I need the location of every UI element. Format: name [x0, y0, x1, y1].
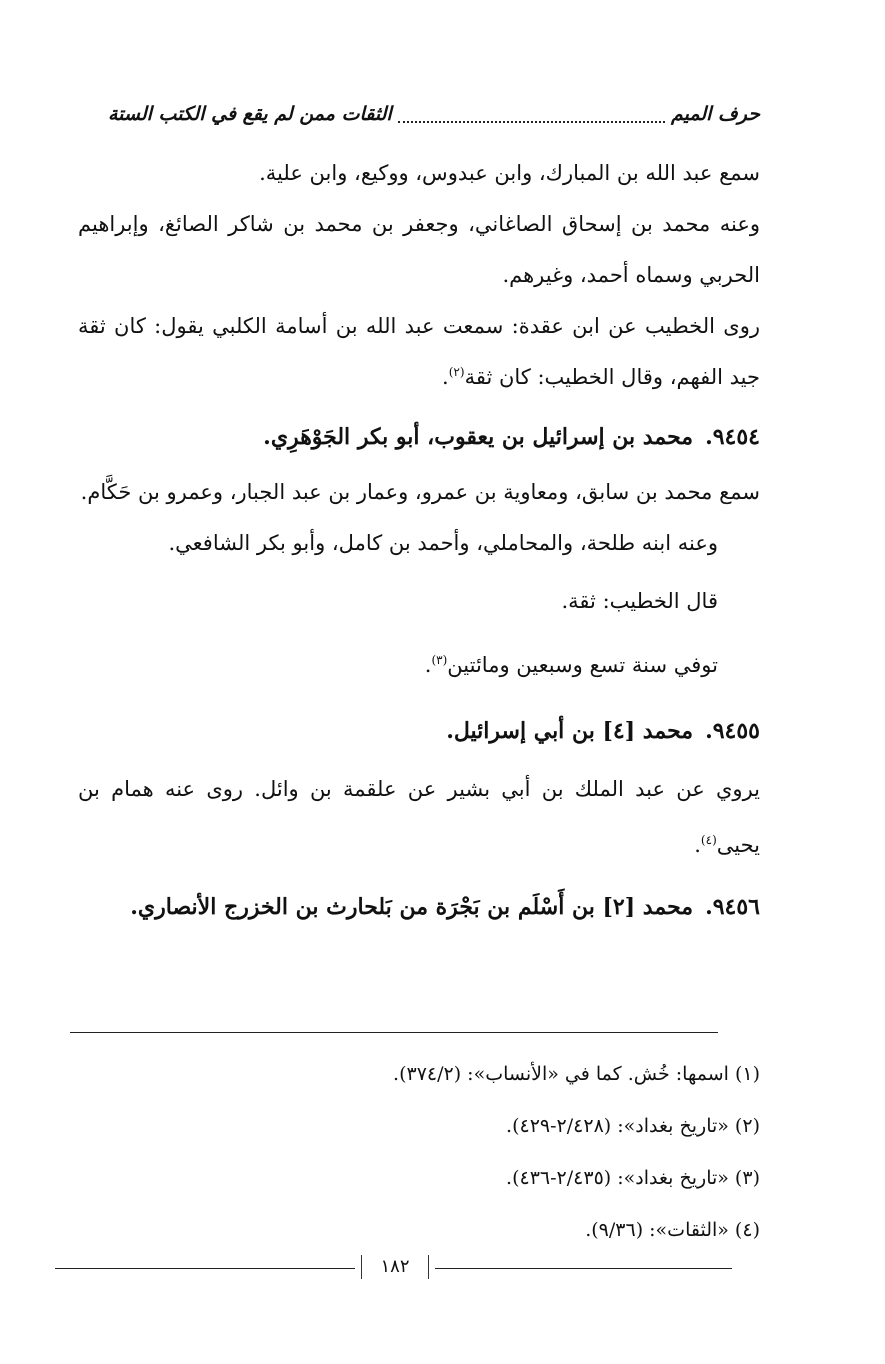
- footer-rule: [55, 1268, 355, 1269]
- footnote-ref: (٢): [448, 365, 465, 379]
- header-book-title: الثقات ممن لم يقع في الكتب الستة: [108, 103, 392, 125]
- paragraph-text: يروي عن عبد الملك بن أبي بشير عن علقمة بن وائل. روى عنه همام بن يحيى: [78, 777, 760, 857]
- page-body: [78, 148, 760, 937]
- entry-name: محمد بن إسرائيل بن يعقوب، أبو بكر الجَوْهَرِي.: [263, 424, 694, 450]
- paragraph-end: .: [694, 833, 701, 857]
- page-footer: [55, 1252, 732, 1282]
- paragraph: سمع محمد بن سابق، ومعاوية بن عمرو، وعمار بن عبد الجبار، وعمرو بن حَكَّام.: [80, 480, 760, 504]
- entry-name: محمد [٢] بن أَسْلَم بن بَجْرَة من بَلحارث بن الخزرج الأنصاري.: [130, 894, 694, 920]
- paragraph: [78, 301, 760, 403]
- paragraph: وعنه ابنه طلحة، والمحاملي، وأحمد بن كامل، وأبو بكر الشافعي.: [168, 531, 718, 555]
- paragraph-end: .: [442, 365, 449, 389]
- running-header: [108, 96, 760, 132]
- footnote-separator: [70, 1032, 718, 1033]
- footnote: (١) اسمها: خُش. كما في «الأنساب»: (٣٧٤/٢).: [393, 1063, 760, 1085]
- paragraph: سمع عبد الله بن المبارك، وابن عبدوس، ووكيع، وابن علية.: [259, 161, 760, 185]
- entry-heading-9454: [78, 407, 760, 467]
- entry-heading-9456: [78, 877, 760, 937]
- paragraph: [78, 633, 760, 697]
- entry-name: محمد [٤] بن أبي إسرائيل.: [446, 718, 694, 744]
- footer-rule: [435, 1268, 732, 1269]
- entry-heading-9455: [78, 701, 760, 761]
- entry-number: ٩٤٥٥.: [705, 718, 760, 744]
- footnote: (٢) «تاريخ بغداد»: (٢/٤٢٨-٤٢٩).: [506, 1115, 760, 1137]
- paragraph: قال الخطيب: ثقة.: [561, 589, 718, 613]
- entry-number: ٩٤٥٤.: [705, 424, 760, 450]
- footnote: (٣) «تاريخ بغداد»: (٢/٤٣٥-٤٣٦).: [506, 1167, 760, 1189]
- footnote-ref: (٣): [431, 653, 448, 667]
- paragraph: [78, 761, 760, 873]
- paragraph: وعنه محمد بن إسحاق الصاغاني، وجعفر بن محمد بن شاكر الصائغ، وإبراهيم الحربي وسماه أحمد، وغيرهم.: [78, 212, 760, 287]
- paragraph-text: روى الخطيب عن ابن عقدة: سمعت عبد الله بن أسامة الكلبي يقول: كان ثقة جيد الفهم، وقال الخطيب: كان ثقة: [78, 314, 760, 389]
- page-number: ١٨٢: [355, 1252, 435, 1282]
- entry-number: ٩٤٥٦.: [705, 894, 760, 920]
- paragraph-end: .: [424, 653, 432, 677]
- footnote: (٤) «الثقات»: (٩/٣٦).: [585, 1219, 760, 1241]
- footnotes: [78, 1048, 760, 1256]
- footnote-ref: (٤): [700, 833, 717, 847]
- paragraph-text: توفي سنة تسع وسبعين ومائتين: [447, 653, 718, 677]
- header-section-title: حرف الميم: [671, 103, 760, 125]
- header-dot-leader: [398, 105, 665, 123]
